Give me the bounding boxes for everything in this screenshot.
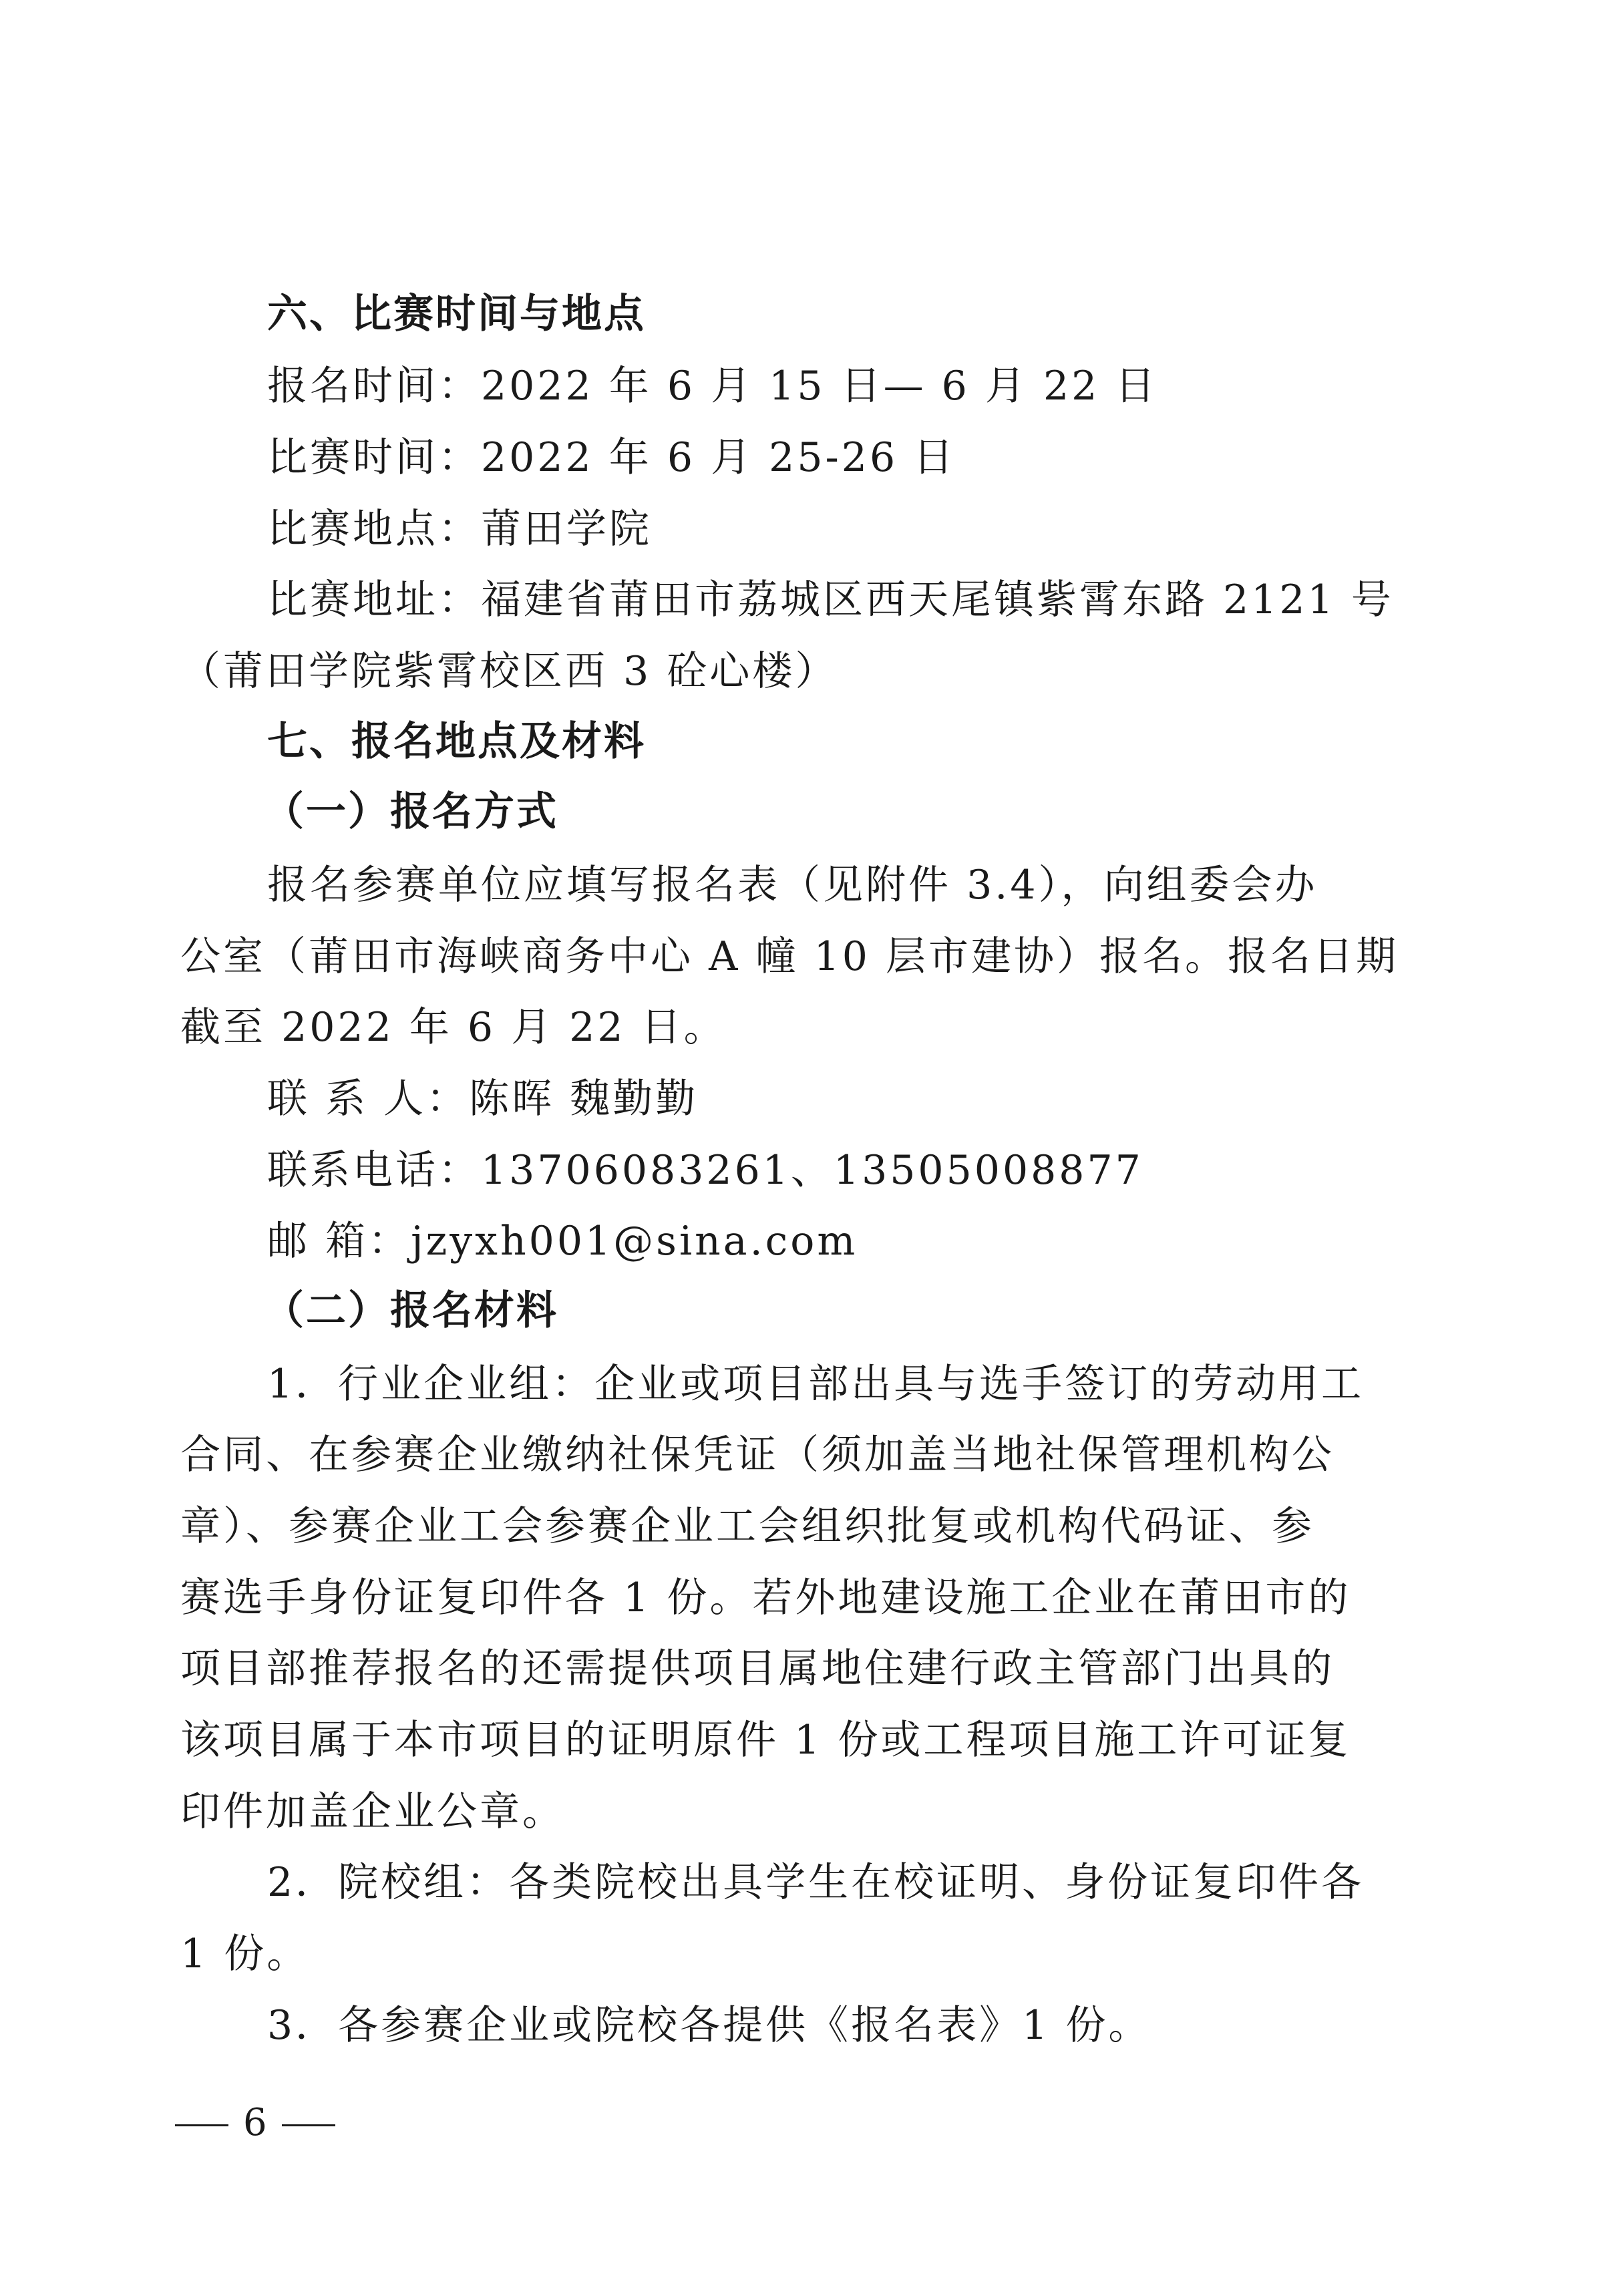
- item1-line: 1．行业企业组：企业或项目部出具与选手签订的劳动用工: [267, 1361, 1365, 1408]
- item2-line: 1 份。: [180, 1931, 310, 1977]
- section6-heading: 六、比赛时间与地点: [267, 291, 646, 337]
- contact-person: 联 系 人：陈晖 魏勤勤: [267, 1076, 699, 1122]
- footer-dash-left: [175, 2124, 228, 2126]
- item1-line: 项目部推荐报名的还需提供项目属地住建行政主管部门出具的: [180, 1645, 1334, 1692]
- sub1-para-line3: 截至 2022 年 6 月 22 日。: [180, 1004, 727, 1051]
- competition-address-line1: 比赛地址：福建省莆田市荔城区西天尾镇紫霄东路 2121 号: [267, 577, 1394, 623]
- contact-email: 邮 箱：jzyxh001@sina.com: [267, 1218, 858, 1265]
- sub1-para-line1: 报名参赛单位应填写报名表（见附件 3.4），向组委会办: [267, 862, 1318, 909]
- competition-venue: 比赛地点：莆田学院: [267, 506, 652, 552]
- competition-time: 比赛时间：2022 年 6 月 25-26 日: [267, 434, 956, 481]
- item1-line: 章）、参赛企业工会参赛企业工会组织批复或机构代码证、参: [180, 1503, 1314, 1550]
- page-number: 6: [243, 2101, 267, 2144]
- sub2-heading: （二）报名材料: [264, 1287, 558, 1334]
- section7-heading: 七、报名地点及材料: [267, 718, 646, 765]
- footer-dash-right: [282, 2124, 335, 2126]
- item1-line: 合同、在参赛企业缴纳社保凭证（须加盖当地社保管理机构公: [180, 1432, 1334, 1478]
- sub1-para-line2: 公室（莆田市海峡商务中心 A 幢 10 层市建协）报名。报名日期: [180, 933, 1399, 980]
- sub1-heading: （一）报名方式: [264, 788, 558, 835]
- item1-line: 印件加盖企业公章。: [180, 1788, 565, 1835]
- item2-line: 2．院校组：各类院校出具学生在校证明、身份证复印件各: [267, 1859, 1365, 1906]
- page-footer: [175, 2101, 335, 2144]
- item3-line: 3．各参赛企业或院校各提供《报名表》1 份。: [267, 2002, 1151, 2049]
- item1-line: 赛选手身份证复印件各 1 份。若外地建设施工企业在莆田市的: [180, 1575, 1351, 1621]
- contact-phone: 联系电话：13706083261、13505008877: [267, 1147, 1143, 1194]
- competition-address-line2: （莆田学院紫霄校区西 3 砼心楼）: [180, 648, 838, 695]
- item1-line: 该项目属于本市项目的证明原件 1 份或工程项目施工许可证复: [180, 1717, 1351, 1764]
- registration-time: 报名时间：2022 年 6 月 15 日— 6 月 22 日: [267, 363, 1158, 409]
